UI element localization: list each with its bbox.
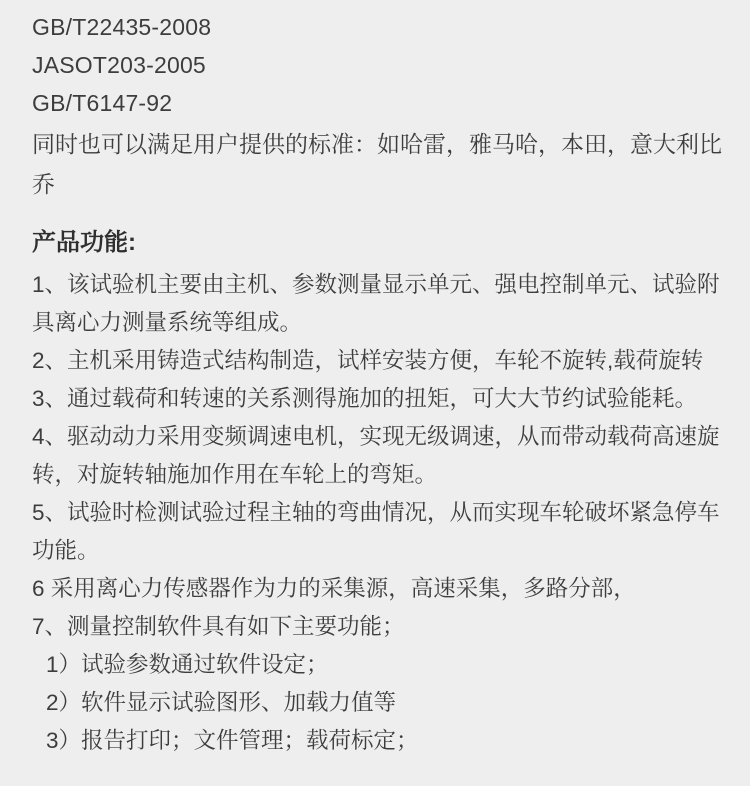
list-item: 3、通过载荷和转速的关系测得施加的扭矩，可大大节约试验能耗。: [32, 386, 698, 411]
standards-note: 同时也可以满足用户提供的标准：如哈雷，雅马哈，本田，意大利比乔: [32, 131, 722, 197]
list-item: 1、该试验机主要由主机、参数测量显示单元、强电控制单元、试验附具离心力测量系统等组成。: [32, 272, 720, 335]
standard-line-1: GB/T22435-2008: [32, 14, 212, 40]
product-functions-list: [32, 266, 732, 646]
standard-line-3: GB/T6147-92: [32, 90, 173, 116]
list-item: 6 采用离心力传感器作为力的采集源，高速采集，多路分部，: [32, 576, 636, 601]
list-item: 3）报告打印；文件管理；载荷标定；: [46, 728, 419, 753]
list-item: 1）试验参数通过软件设定；: [46, 652, 329, 677]
list-item: 2、主机采用铸造式结构制造，试样安装方便，车轮不旋转,载荷旋转: [32, 348, 704, 373]
list-item: 2）软件显示试验图形、加载力值等: [46, 690, 397, 715]
list-item: 4、驱动动力采用变频调速电机，实现无级调速，从而带动载荷高速旋转，对旋转轴施加作用在车轮上的弯矩。: [32, 424, 720, 487]
software-functions-sublist: [32, 646, 732, 760]
standard-line-2: JASOT203-2005: [32, 52, 206, 78]
list-item: 7、测量控制软件具有如下主要功能；: [32, 614, 405, 639]
section-title-product-functions: 产品功能:: [32, 229, 136, 256]
list-item: 5、试验时检测试验过程主轴的弯曲情况，从而实现车轮破坏紧急停车功能。: [32, 500, 720, 563]
